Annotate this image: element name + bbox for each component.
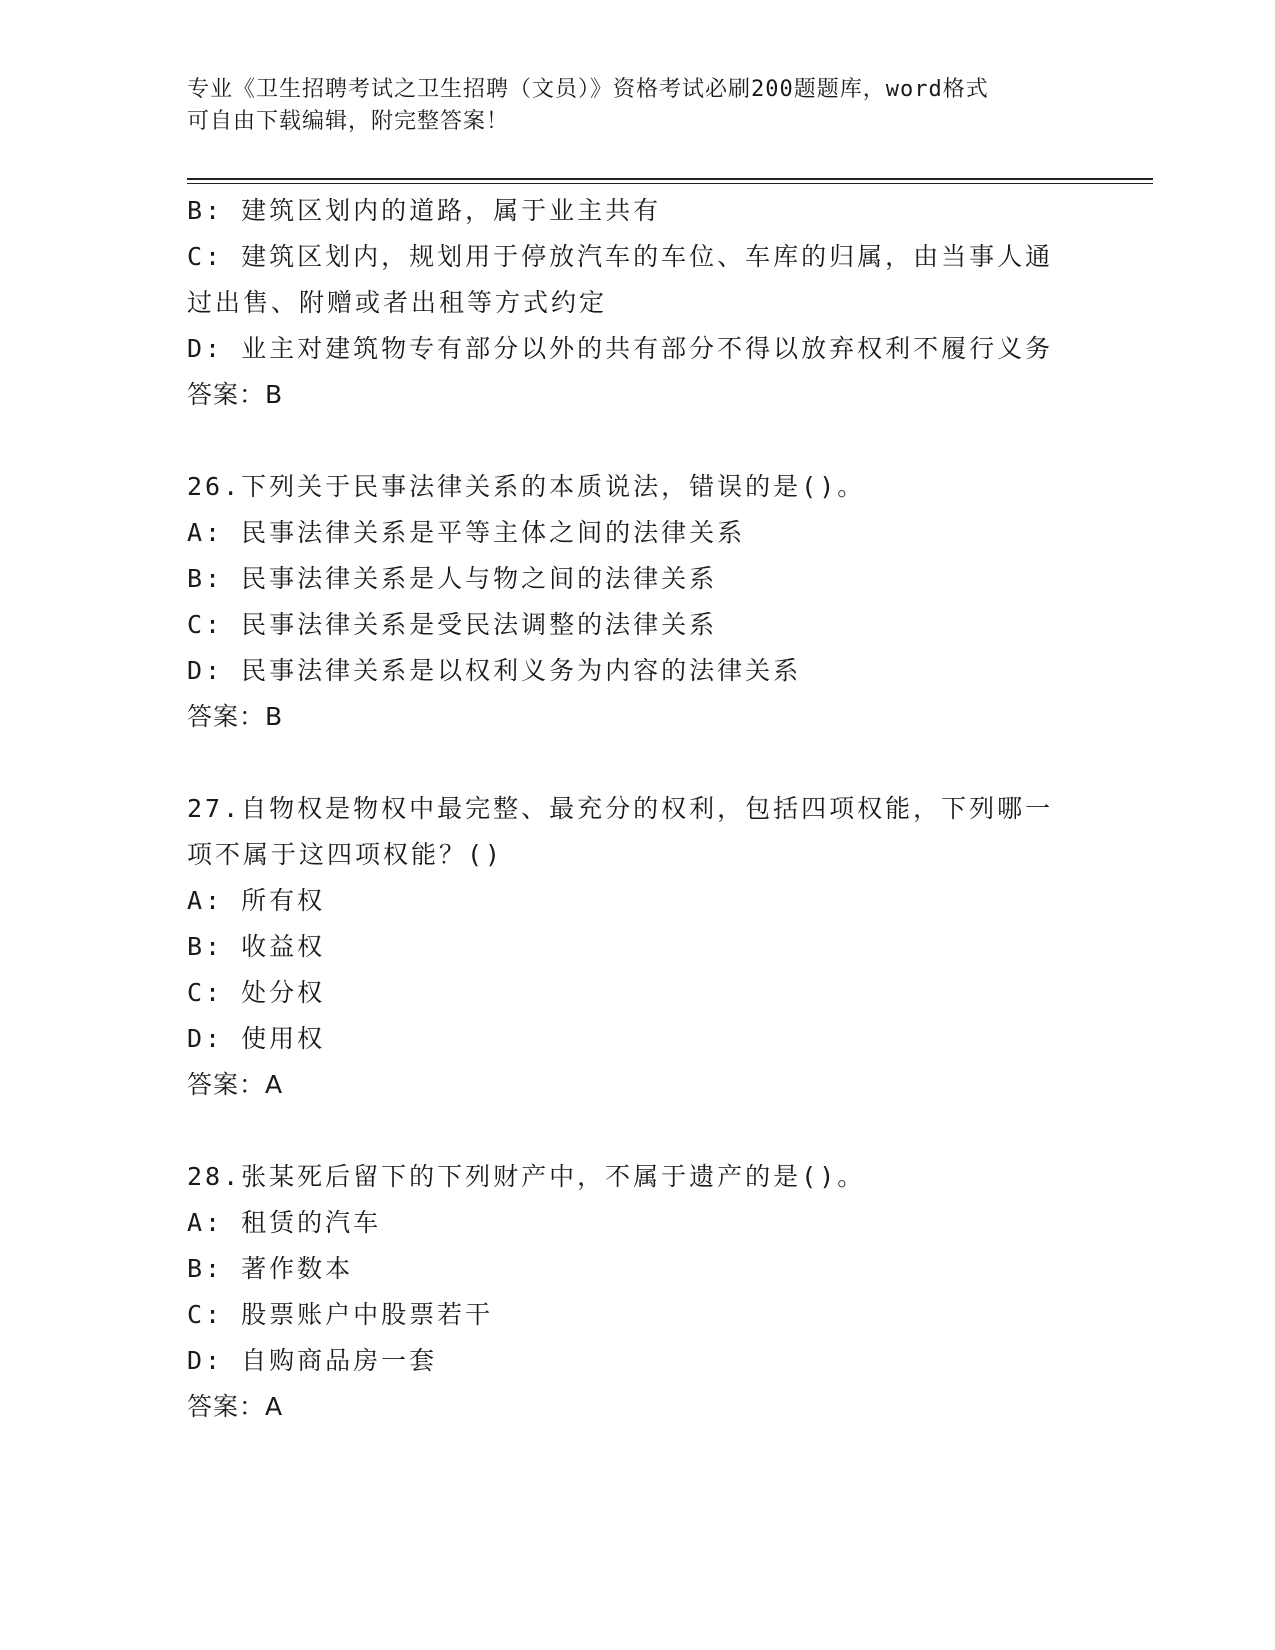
answer: 答案：B bbox=[187, 380, 284, 409]
header-divider-thin bbox=[187, 183, 1153, 184]
question-block-25 bbox=[187, 188, 1087, 418]
question-block-27 bbox=[187, 786, 1087, 1108]
option-c: C: 股票账户中股票若干 bbox=[187, 1300, 494, 1329]
option-d: D: 民事法律关系是以权利义务为内容的法律关系 bbox=[187, 656, 802, 685]
answer: 答案：A bbox=[187, 1070, 284, 1099]
header-line-2: 可自由下载编辑，附完整答案！ bbox=[187, 109, 510, 134]
option-a: A: 所有权 bbox=[187, 886, 326, 915]
option-b: B: 著作数本 bbox=[187, 1254, 354, 1283]
option-c: C: 处分权 bbox=[187, 978, 326, 1007]
header-line-1: 专业《卫生招聘考试之卫生招聘（文员）》资格考试必刷200题题库，word格式 bbox=[187, 77, 989, 102]
option-a: A: 民事法律关系是平等主体之间的法律关系 bbox=[187, 518, 746, 547]
question-stem: 28.张某死后留下的下列财产中，不属于遗产的是()。 bbox=[187, 1162, 866, 1191]
header-divider-thick bbox=[187, 178, 1153, 180]
option-d: D: 业主对建筑物专有部分以外的共有部分不得以放弃权利不履行义务 bbox=[187, 334, 1054, 363]
option-c: C: 建筑区划内，规划用于停放汽车的车位、车库的归属，由当事人通 bbox=[187, 242, 1054, 271]
option-d: D: 自购商品房一套 bbox=[187, 1346, 438, 1375]
option-c: C: 民事法律关系是受民法调整的法律关系 bbox=[187, 610, 718, 639]
question-block-28 bbox=[187, 1154, 1087, 1430]
question-block-26 bbox=[187, 464, 1087, 740]
document-header bbox=[187, 74, 1067, 138]
answer: 答案：B bbox=[187, 702, 284, 731]
option-b: B: 收益权 bbox=[187, 932, 326, 961]
option-b: B: 民事法律关系是人与物之间的法律关系 bbox=[187, 564, 718, 593]
question-stem: 26.下列关于民事法律关系的本质说法，错误的是()。 bbox=[187, 472, 866, 501]
question-stem-continued: 项不属于这四项权能？() bbox=[187, 840, 504, 869]
question-stem: 27.自物权是物权中最完整、最充分的权利，包括四项权能，下列哪一 bbox=[187, 794, 1054, 823]
answer: 答案：A bbox=[187, 1392, 284, 1421]
option-c-continued: 过出售、附赠或者出租等方式约定 bbox=[187, 288, 608, 317]
option-b: B: 建筑区划内的道路，属于业主共有 bbox=[187, 196, 662, 225]
option-a: A: 租赁的汽车 bbox=[187, 1208, 382, 1237]
question-list bbox=[187, 188, 1087, 1430]
option-d: D: 使用权 bbox=[187, 1024, 326, 1053]
